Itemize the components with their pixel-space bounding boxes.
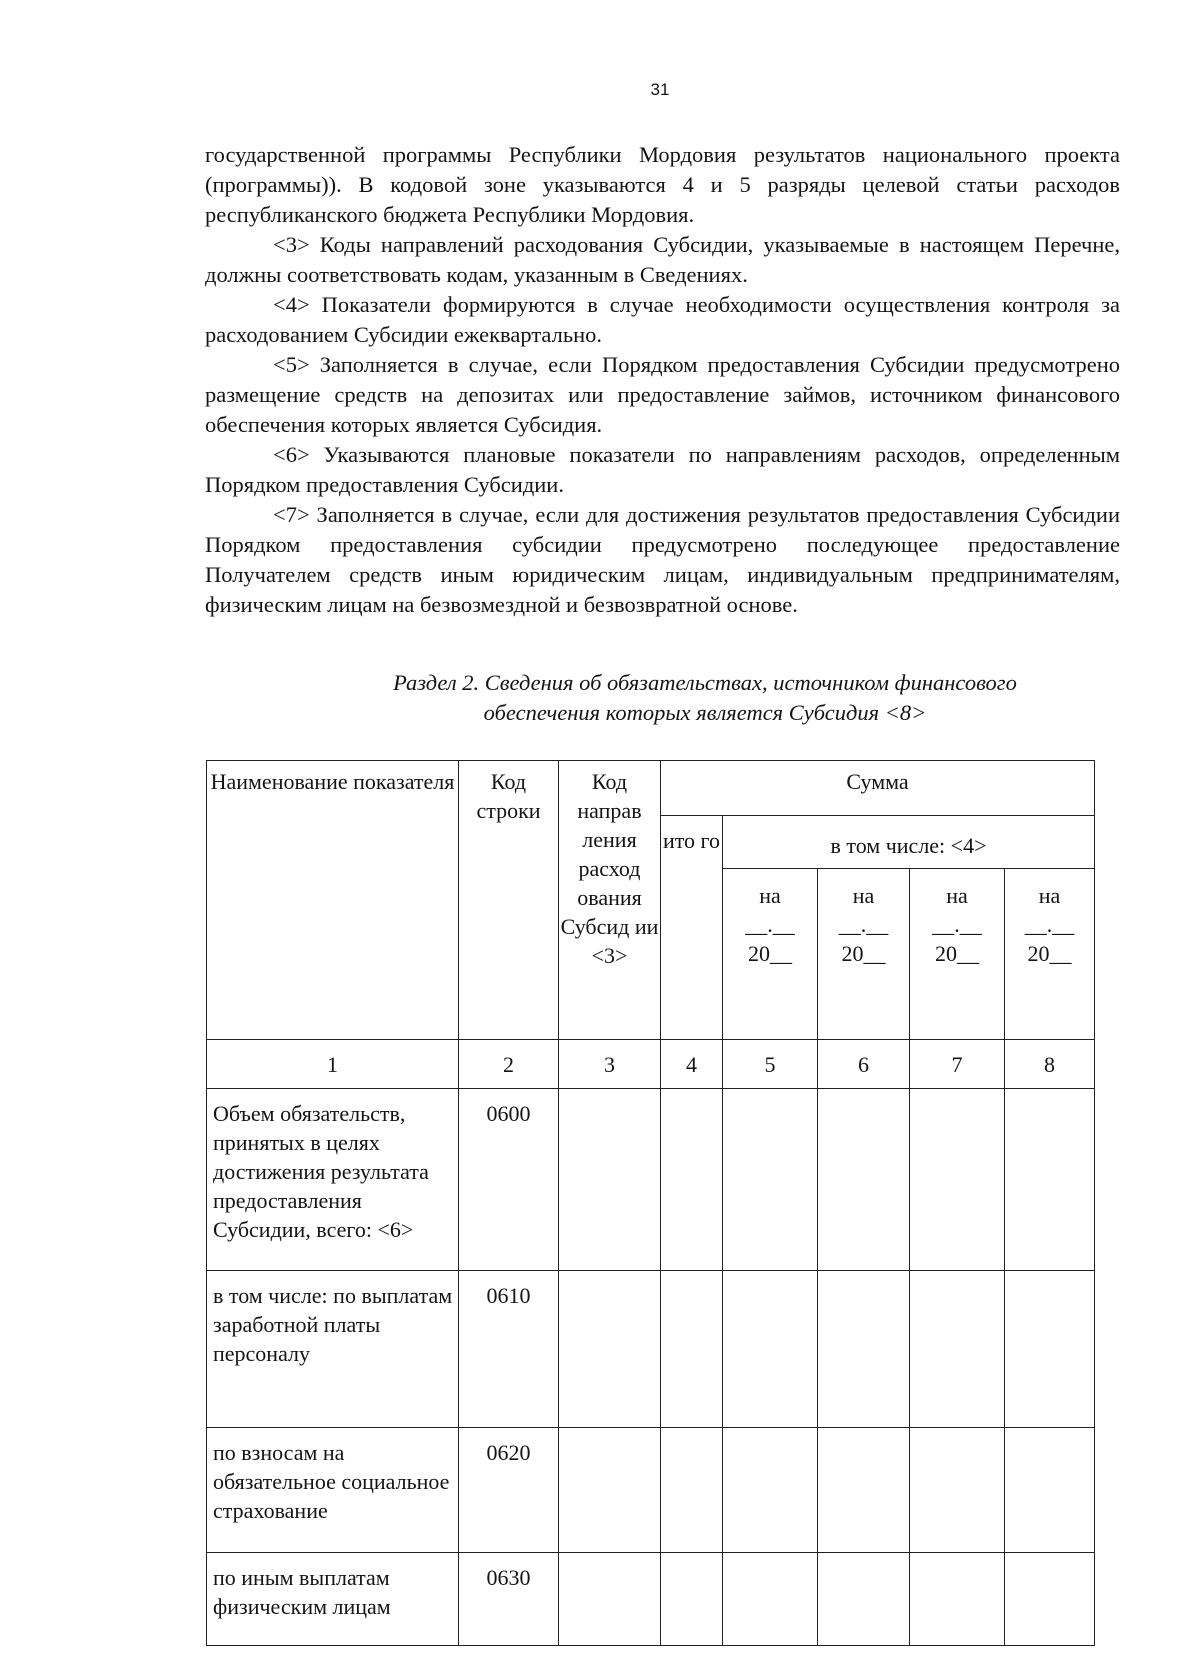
section-heading-line-1: Раздел 2. Сведения об обязательствах, источником финансового: [393, 670, 1017, 695]
row-code: 0630: [459, 1553, 559, 1646]
period-date: __.__: [745, 912, 795, 937]
period-cell: [818, 1553, 910, 1646]
period-label: на: [1038, 883, 1061, 908]
total-cell: [661, 1428, 723, 1553]
period-cell: [818, 1271, 910, 1428]
header-period-2: [818, 869, 910, 1040]
table-row: [207, 1271, 1095, 1428]
period-date: __.__: [838, 912, 889, 937]
footnote-5: <5> Заполняется в случае, если Порядком предоставления Субсидии предусмотрено размещение средств на депозитах или предоставление займов, источником финансового обеспечения которых является Субсидия.: [205, 352, 1120, 437]
direction-code-cell: [559, 1271, 661, 1428]
column-number-row: [207, 1040, 1095, 1089]
period-date: __.__: [932, 912, 982, 937]
header-direction-code: Код направ ления расход ования Субсид ии <3>: [559, 761, 661, 1040]
period-cell: [1005, 1553, 1095, 1646]
period-cell: [818, 1428, 910, 1553]
row-code: 0610: [459, 1271, 559, 1428]
row-name: в том числе: по выплатам заработной платы персоналу: [207, 1271, 459, 1428]
row-code: 0600: [459, 1089, 559, 1271]
header-total: ито го: [661, 816, 723, 1040]
period-cell: [723, 1271, 818, 1428]
table-row: [207, 1089, 1095, 1271]
header-row-1: [207, 761, 1095, 816]
direction-code-cell: [559, 1553, 661, 1646]
table-row: [207, 1428, 1095, 1553]
header-name: Наименование показателя: [207, 761, 459, 1040]
header-period-3: [910, 869, 1005, 1040]
period-year: 20__: [1027, 941, 1072, 966]
footnote-3: <3> Коды направлений расходования Субсидии, указываемые в настоящем Перечне, должны соответствовать кодам, указанным в Сведениях.: [205, 232, 1120, 287]
period-label: на: [759, 883, 781, 908]
header-period-1: [723, 869, 818, 1040]
period-cell: [910, 1553, 1005, 1646]
total-cell: [661, 1553, 723, 1646]
body-text: [205, 140, 1120, 620]
column-number: 1: [207, 1040, 459, 1089]
period-cell: [1005, 1428, 1095, 1553]
table-row: [207, 1553, 1095, 1646]
footnote-7: <7> Заполняется в случае, если для достижения результатов предоставления Субсидии Порядком предоставления субсидии предусмотрено последующее предоставление Получателем средств иным юридическим лицам, индивидуальным предпринимателям, физическим лицам на безвозмездной и безвозвратной основе.: [205, 502, 1120, 617]
period-label: на: [946, 883, 968, 908]
period-cell: [1005, 1089, 1095, 1271]
header-sum: Сумма: [661, 761, 1095, 816]
period-cell: [910, 1428, 1005, 1553]
column-number: 7: [910, 1040, 1005, 1089]
column-number: 2: [459, 1040, 559, 1089]
column-number: 8: [1005, 1040, 1095, 1089]
period-cell: [818, 1089, 910, 1271]
period-year: 20__: [748, 941, 792, 966]
period-date: __.__: [1024, 912, 1075, 937]
header-row-code: Код строки: [459, 761, 559, 1040]
period-year: 20__: [841, 941, 886, 966]
period-label: на: [852, 883, 875, 908]
total-cell: [661, 1089, 723, 1271]
period-cell: [910, 1089, 1005, 1271]
row-name: Объем обязательств, принятых в целях достижения результата предоставления Субсидии, всего: <6>: [207, 1089, 459, 1271]
column-number: 3: [559, 1040, 661, 1089]
period-cell: [723, 1089, 818, 1271]
paragraph-continuation: государственной программы Республики Мордовия результатов национального проекта (программы)). В кодовой зоне указываются 4 и 5 разряды целевой статьи расходов республиканского бюджета Республики Мордовия.: [205, 142, 1120, 227]
direction-code-cell: [559, 1428, 661, 1553]
footnote-4: <4> Показатели формируются в случае необходимости осуществления контроля за расходованием Субсидии ежеквартально.: [205, 292, 1120, 347]
header-period-4: [1005, 869, 1095, 1040]
row-name: по иным выплатам физическим лицам: [207, 1553, 459, 1646]
section-heading: [320, 668, 1090, 728]
footnote-6: <6> Указываются плановые показатели по направлениям расходов, определенным Порядком предоставления Субсидии.: [205, 442, 1120, 497]
total-cell: [661, 1271, 723, 1428]
header-including: в том числе: <4>: [723, 816, 1095, 869]
period-year: 20__: [935, 941, 979, 966]
obligations-table: [206, 760, 1095, 1646]
section-heading-line-2: обеспечения которых является Субсидия <8>: [483, 700, 927, 725]
column-number: 6: [818, 1040, 910, 1089]
row-name: по взносам на обязательное социальное страхование: [207, 1428, 459, 1553]
period-cell: [910, 1271, 1005, 1428]
period-cell: [723, 1553, 818, 1646]
row-code: 0620: [459, 1428, 559, 1553]
direction-code-cell: [559, 1089, 661, 1271]
period-cell: [1005, 1271, 1095, 1428]
column-number: 5: [723, 1040, 818, 1089]
column-number: 4: [661, 1040, 723, 1089]
period-cell: [723, 1428, 818, 1553]
page-number: 31: [650, 80, 670, 99]
